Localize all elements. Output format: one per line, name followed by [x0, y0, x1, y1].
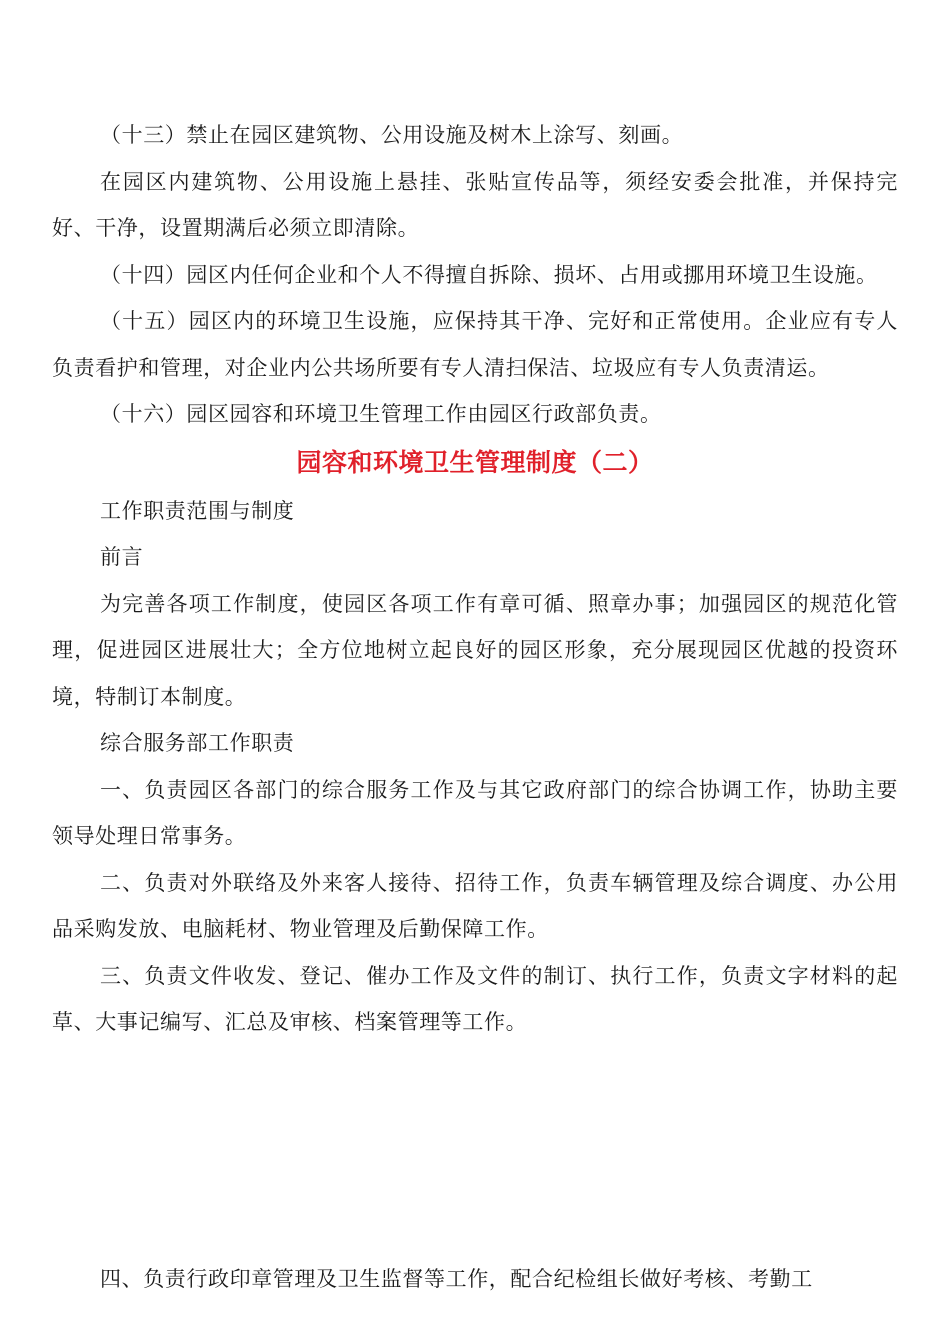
paragraph-14: （十四）园区内任何企业和个人不得擅自拆除、损坏、占用或挪用环境卫生设施。	[100, 262, 878, 287]
page-bottom	[52, 1256, 898, 1303]
subheading-scope: 工作职责范围与制度	[100, 498, 295, 523]
paragraph-13: （十三）禁止在园区建筑物、公用设施及树木上涂写、刻画。	[100, 123, 684, 147]
document-body	[52, 112, 898, 1046]
duty-item-4: 四、负责行政印章管理及卫生监督等工作，配合纪检组长做好考核、考勤工	[100, 1267, 813, 1291]
paragraph-16: （十六）园区园容和环境卫生管理工作由园区行政部负责。	[100, 402, 662, 426]
duty-item-1: 一、负责园区各部门的综合服务工作及与其它政府部门的综合协调工作，协助主要领导处理日常事务。	[52, 777, 898, 848]
subheading-preface: 前言	[100, 545, 144, 569]
duty-item-2: 二、负责对外联络及外来客人接待、招待工作，负责车辆管理及综合调度、办公用品采购发放、电脑耗材、物业管理及后勤保障工作。	[52, 870, 898, 941]
paragraph-15: （十五）园区内的环境卫生设施，应保持其干净、完好和正常使用。企业应有专人负责看护和管理，对企业内公共场所要有专人清扫保洁、垃圾应有专人负责清运。	[52, 309, 898, 380]
paragraph-13-detail: 在园区内建筑物、公用设施上悬挂、张贴宣传品等，须经安委会批准，并保持完好、干净，设置期满后必须立即清除。	[52, 169, 898, 240]
subheading-department: 综合服务部工作职责	[100, 731, 295, 755]
duty-item-3: 三、负责文件收发、登记、催办工作及文件的制订、执行工作，负责文字材料的起草、大事记编写、汇总及审核、档案管理等工作。	[52, 963, 898, 1034]
section-title: 园容和环境卫生管理制度（二）	[296, 447, 654, 477]
preface-text: 为完善各项工作制度，使园区各项工作有章可循、照章办事；加强园区的规范化管理，促进园区进展壮大；全方位地树立起良好的园区形象，充分展现园区优越的投资环境，特制订本制度。	[52, 591, 898, 709]
